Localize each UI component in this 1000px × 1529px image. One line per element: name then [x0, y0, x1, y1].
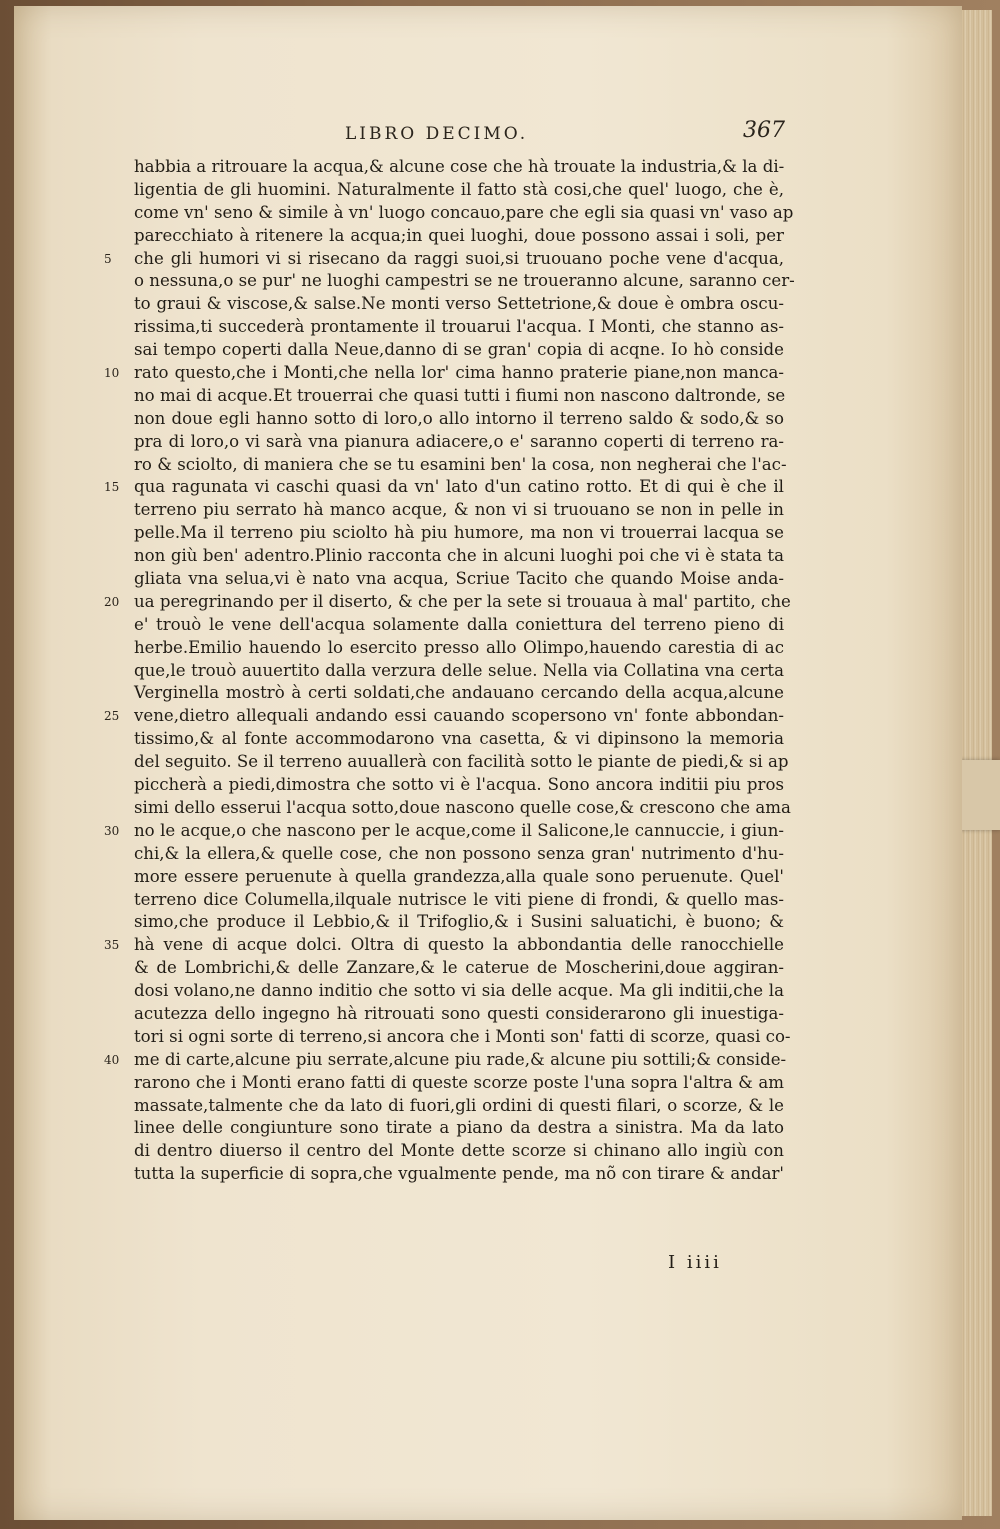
line-text: dosi volano,ne danno inditio che sotto vi sia delle acque. Ma gli inditii,che la: [134, 981, 784, 1001]
line-text: e' trouò le vene dell'acqua solamente dalla coniettura del terreno pieno di: [134, 614, 784, 634]
text-line: [134, 843, 784, 866]
line-text: linee delle congiunture sono tirate a piano da destra a sinistra. Ma da lato: [134, 1118, 784, 1138]
text-line: [134, 682, 784, 705]
line-text: parecchiato à ritenere la acqua;in quei luoghi, doue possono assai i soli, per: [134, 225, 784, 245]
line-text: qua ragunata vi caschi quasi da vn' lato d'un catino rotto. Et di qui è che il: [134, 477, 784, 497]
line-text: tutta la superficie di sopra,che vgualmente pende, ma nõ con tirare & andar': [134, 1164, 784, 1184]
text-line: [104, 362, 784, 385]
line-number: 30: [104, 823, 120, 838]
text-line: [134, 454, 787, 477]
line-text: rato questo,che i Monti,che nella lor' cima hanno praterie piane,non manca-: [134, 363, 784, 383]
page-number: 367: [743, 118, 785, 143]
text-line: [134, 270, 795, 293]
text-line: [134, 797, 791, 820]
text-line: [134, 1026, 791, 1049]
line-text: vene,dietro allequali andando essi cauando scopersono vn' fonte abbondan-: [134, 706, 784, 726]
line-text: acutezza dello ingegno hà ritrouati sono questi considerarono gli inuestiga-: [134, 1003, 784, 1023]
text-line: [134, 179, 784, 202]
text-line: [104, 705, 784, 728]
text-line: [104, 1049, 787, 1072]
line-number: 35: [104, 938, 120, 953]
line-text: no le acque,o che nascono per le acque,come il Salicone,le cannuccie, i giun-: [134, 820, 784, 840]
line-text: ro & sciolto, di maniera che se tu esamini ben' la cosa, non negherai che l'ac-: [134, 454, 787, 474]
text-line: [134, 339, 784, 362]
text-line: [134, 1003, 784, 1026]
line-text: no mai di acque.Et trouerrai che quasi tutti i fiumi non nascono daltronde, se: [134, 385, 786, 405]
line-text: pelle.Ma il terreno piu sciolto hà piu humore, ma non vi trouerrai lacqua se: [134, 523, 784, 543]
text-line: [134, 980, 784, 1003]
text-line: [104, 591, 791, 614]
signature-mark: I iiii: [668, 1252, 722, 1273]
line-number: 10: [104, 366, 120, 381]
text-line: [134, 545, 784, 568]
line-text: terreno dice Columella,ilquale nutrisce le viti piene di frondi, & quello mas-: [134, 889, 784, 909]
line-text: di dentro diuerso il centro del Monte dette scorze si chinano allo ingiù con: [134, 1141, 784, 1161]
text-line: [134, 431, 784, 454]
text-line: [134, 499, 784, 522]
line-text: simi dello esserui l'acqua sotto,doue nascono quelle cose,& crescono che ama: [134, 797, 791, 817]
text-line: [134, 202, 794, 225]
line-text: pra di loro,o vi sarà vna pianura adiacere,o e' saranno coperti di terreno ra-: [134, 431, 784, 451]
line-text: del seguito. Se il terreno auuallerà con facilità sotto le piante de piedi,& si ap: [134, 752, 789, 772]
line-number: 5: [104, 251, 112, 266]
text-line: [134, 1117, 784, 1140]
line-text: rarono che i Monti erano fatti di queste scorze poste l'una sopra l'altra & am: [134, 1072, 784, 1092]
text-line: [134, 957, 784, 980]
line-text: gliata vna selua,vi è nato vna acqua, Scriue Tacito che quando Moise anda-: [134, 569, 784, 589]
line-text: que,le trouò auuertito dalla verzura delle selue. Nella via Collatina vna certa: [134, 660, 784, 680]
line-text: rissima,ti succederà prontamente il trouarui l'acqua. I Monti, che stanno as-: [134, 317, 784, 337]
line-text: me di carte,alcune piu serrate,alcune piu rade,& alcune piu sottili;& conside-: [134, 1049, 787, 1069]
line-text: che gli humori vi si risecano da raggi suoi,si truouano poche vene d'acqua,: [134, 248, 784, 268]
text-line: [134, 774, 784, 797]
text-line: [134, 889, 784, 912]
text-line: [134, 316, 784, 339]
text-line: [134, 1163, 784, 1186]
line-text: habbia a ritrouare la acqua,& alcune cose che hà trouate la industria,& la di-: [134, 157, 785, 176]
line-text: piccherà a piedi,dimostra che sotto vi è l'acqua. Sono ancora inditii piu pros: [134, 775, 784, 795]
line-text: more essere peruenute à quella grandezza,alla quale sono peruenute. Quel': [134, 866, 784, 886]
text-line: [134, 637, 784, 660]
text-line: [134, 751, 789, 774]
line-text: sai tempo coperti dalla Neue,danno di se gran' copia di acqne. Io hò conside: [134, 340, 784, 360]
line-text: non giù ben' adentro.Plinio racconta che in alcuni luoghi poi che vi è stata ta: [134, 546, 784, 566]
line-text: tori si ogni sorte di terreno,si ancora che i Monti son' fatti di scorze, quasi co-: [134, 1026, 791, 1046]
text-line: [134, 728, 784, 751]
line-text: simo,che produce il Lebbio,& il Trifoglio,& i Susini saluatichi, è buono; &: [134, 912, 784, 932]
text-line: [134, 293, 784, 316]
line-text: o nessuna,o se pur' ne luoghi campestri se ne troueranno alcune, saranno cer-: [134, 271, 795, 291]
text-line: [134, 614, 784, 637]
text-line: [104, 248, 784, 271]
line-text: come vn' seno & simile à vn' luogo concauo,pare che egli sia quasi vn' vaso ap: [134, 202, 794, 222]
body-text: [104, 156, 795, 1186]
line-text: tissimo,& al fonte accommodarono vna casetta, & vi dipinsono la memoria: [134, 729, 784, 749]
line-text: non doue egli hanno sotto di loro,o allo intorno il terreno saldo & sodo,& so: [134, 408, 784, 428]
line-number: 15: [104, 480, 120, 495]
text-line: [134, 225, 784, 248]
line-text: herbe.Emilio hauendo lo esercito presso allo Olimpo,hauendo carestia di ac: [134, 637, 784, 657]
text-line: [134, 385, 784, 408]
text-line: [134, 1140, 784, 1163]
text-line: [104, 934, 784, 957]
text-line: [134, 408, 784, 431]
line-number: 25: [104, 709, 120, 724]
page-header: [135, 118, 785, 152]
line-text: chi,& la ellera,& quelle cose, che non possono senza gran' nutrimento d'hu-: [134, 843, 784, 863]
line-number: 40: [104, 1052, 120, 1067]
line-text: ua peregrinando per il diserto, & che per la sete si trouaua à mal' partito, che: [134, 591, 791, 611]
line-number: 20: [104, 594, 120, 609]
line-text: hà vene di acque dolci. Oltra di questo la abbondantia delle ranocchielle: [134, 935, 784, 955]
line-text: ligentia de gli huomini. Naturalmente il fatto stà cosi,che quel' luogo, che è,: [134, 179, 784, 199]
text-line: [134, 568, 784, 591]
line-text: to graui & viscose,& salse.Ne monti verso Settetrione,& doue è ombra oscu-: [134, 294, 784, 314]
text-line: [134, 1072, 784, 1095]
text-line: [134, 1095, 784, 1118]
line-text: & de Lombrichi,& delle Zanzare,& le caterue de Moscherini,doue aggiran-: [134, 958, 784, 978]
text-line: [134, 866, 784, 889]
text-line: [134, 660, 784, 683]
text-line: [134, 522, 784, 545]
text-line: [134, 156, 784, 179]
text-line: [104, 476, 784, 499]
running-title: LIBRO DECIMO.: [345, 124, 529, 144]
line-text: Verginella mostrò à certi soldati,che andauano cercando della acqua,alcune: [134, 683, 784, 703]
line-text: terreno piu serrato hà manco acque, & non vi si truouano se non in pelle in: [134, 500, 784, 520]
line-text: massate,talmente che da lato di fuori,gli ordini di questi filari, o scorze, & le: [134, 1095, 784, 1115]
text-line: [134, 911, 784, 934]
text-line: [104, 820, 784, 843]
